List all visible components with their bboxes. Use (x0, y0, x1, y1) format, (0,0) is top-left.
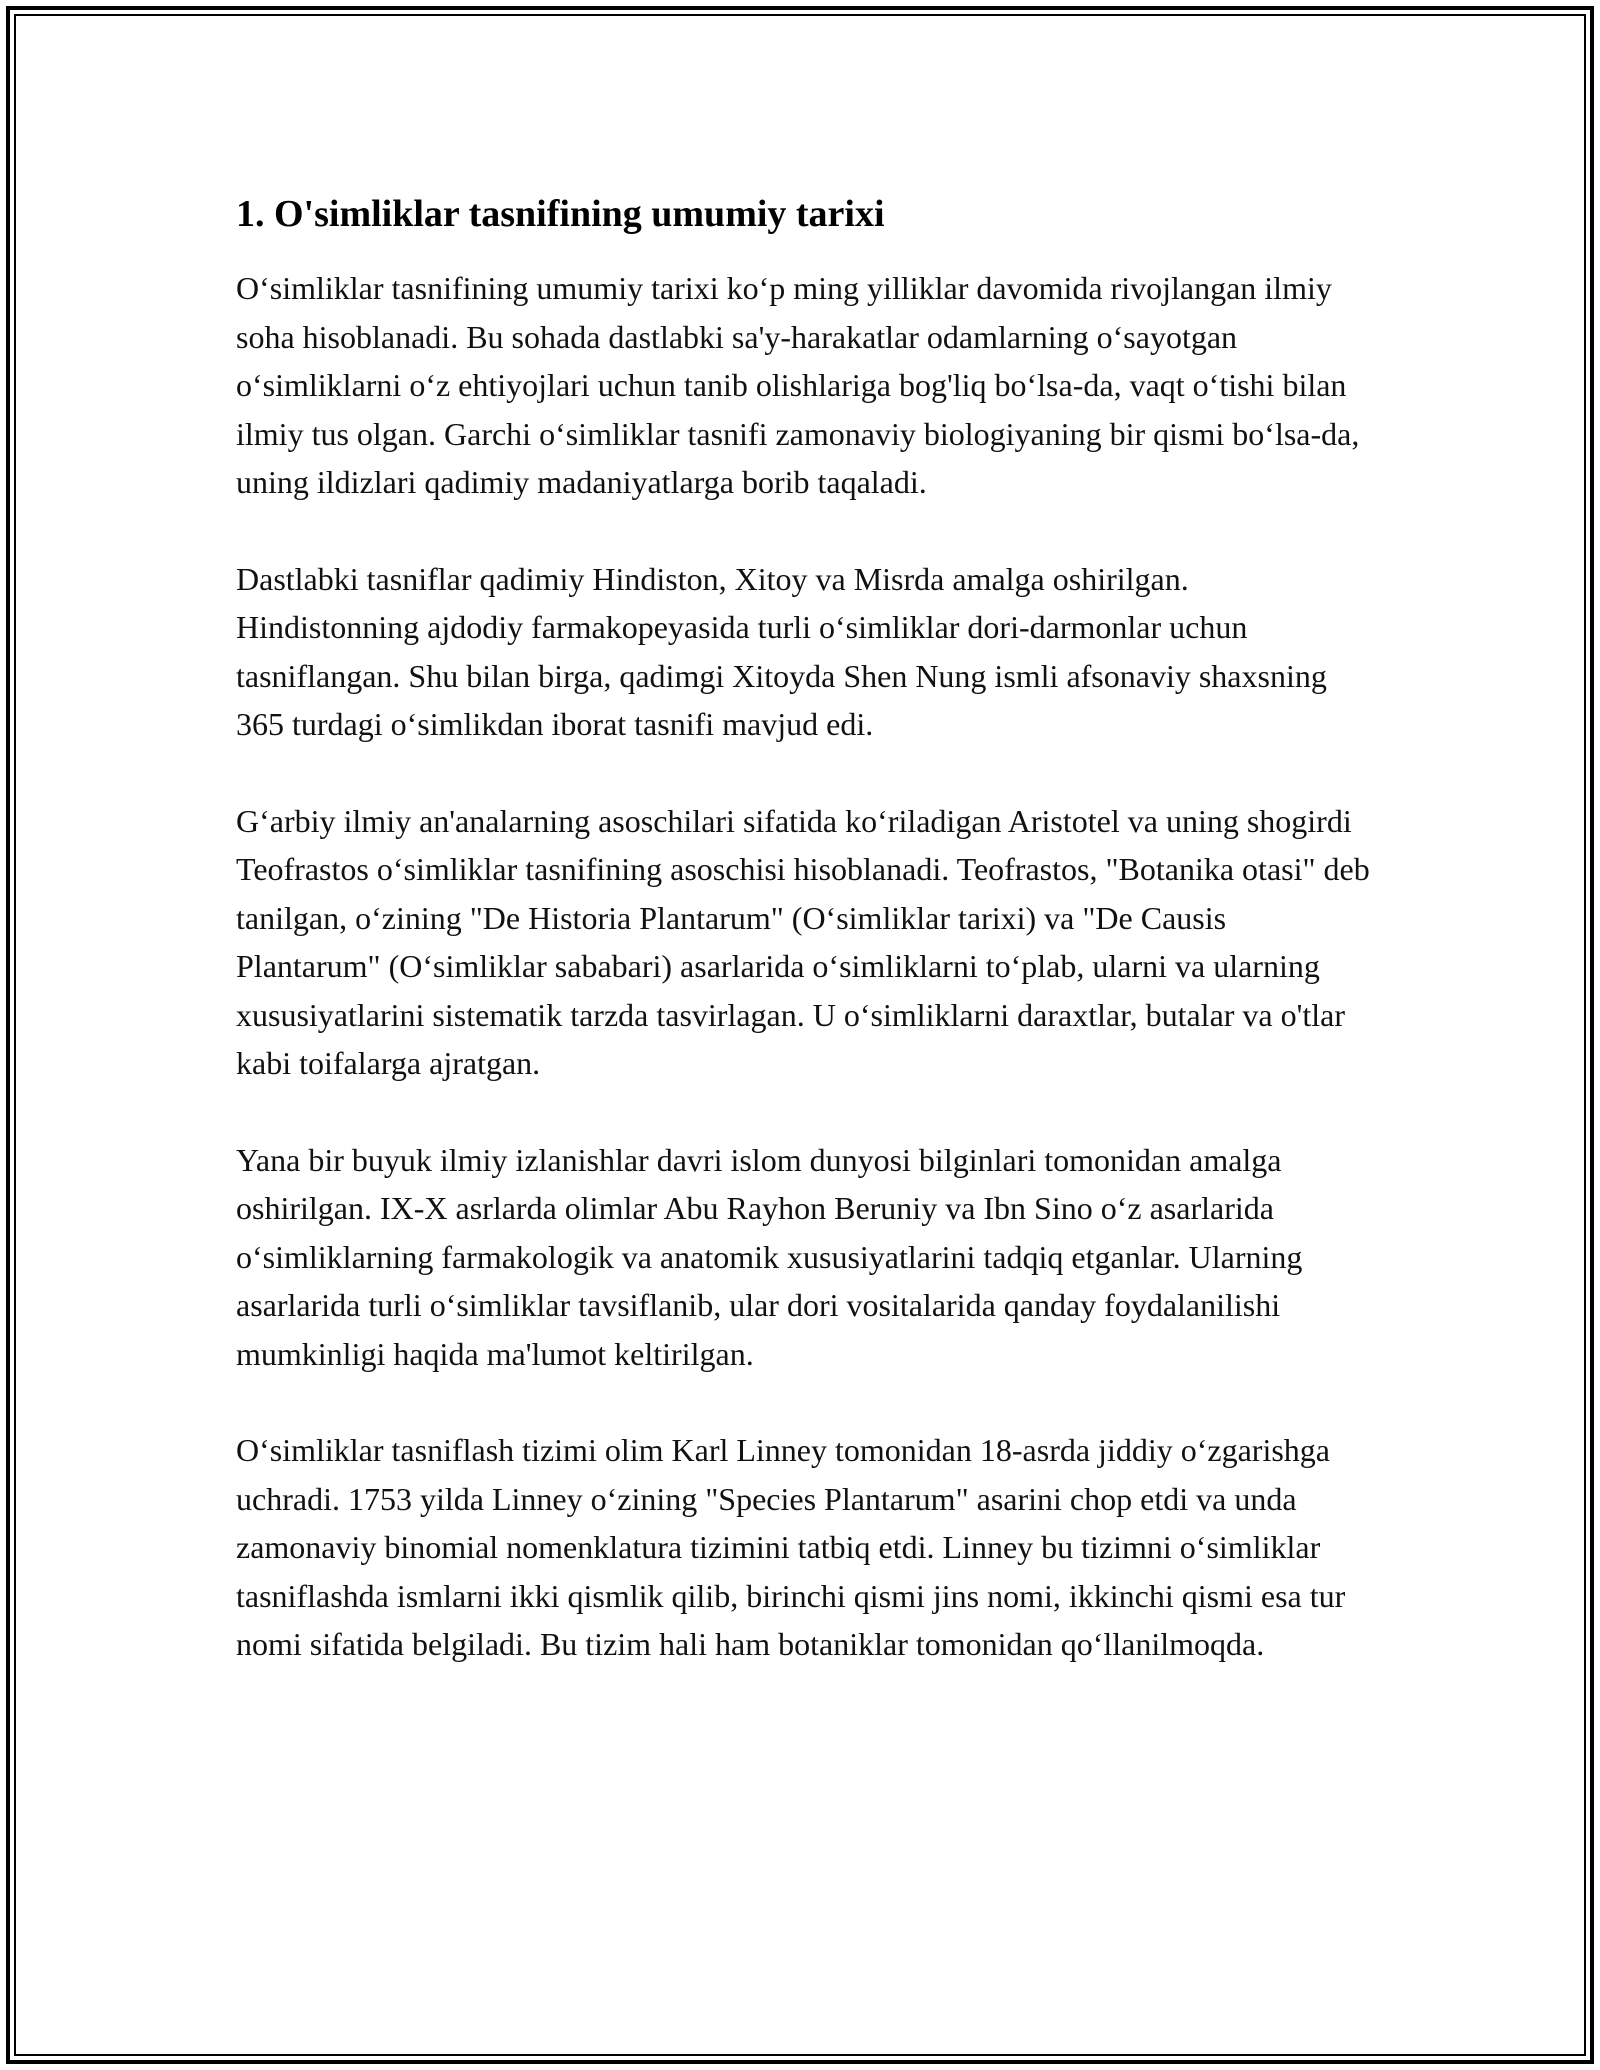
document-body (236, 186, 1376, 1717)
paragraph-4: Yana bir buyuk ilmiy izlanishlar davri islom dunyosi bilginlari tomonidan amalga oshirilgan. IX-X asrlarda olimlar Abu Rayhon Beruniy va Ibn Sino o‘z asarlarida o‘simliklarning farmakologik va anatomik xususiyatlarini tadqiq etganlar. Ularning asarlarida turli o‘simliklar tavsiflanib, ular dori vositalarida qanday foydalanilishi mumkinligi haqida ma'lumot keltirilgan. (236, 1141, 1303, 1372)
paragraph-5: O‘simliklar tasniflash tizimi olim Karl Linney tomonidan 18-asrda jiddiy o‘zgarishga uchradi. 1753 yilda Linney o‘zining "Species Plantarum" asarini chop etdi va unda zamonaviy binomial nomenklatura tizimini tatbiq etdi. Linney bu tizimni o‘simliklar tasniflashda ismlarni ikki qismlik qilib, birinchi qismi jins nomi, ikkinchi qismi esa tur nomi sifatida belgiladi. Bu tizim hali ham botaniklar tomonidan qo‘llanilmoqda. (236, 1432, 1346, 1662)
paragraph-1: O‘simliklar tasnifining umumiy tarixi ko‘p ming yilliklar davomida rivojlangan ilmiy soha hisoblanadi. Bu sohada dastlabki sa'y-harakatlar odamlarning o‘sayotgan o‘simliklarni o‘z ehtiyojlari uchun tanib olishlariga bog'liq bo‘lsa-da, vaqt o‘tishi bilan ilmiy tus olgan. Garchi o‘simliklar tasnifi zamonaviy biologiyaning bir qismi bo‘lsa-da, uning ildizlari qadimiy madaniyatlarga borib taqaladi. (236, 270, 1360, 500)
section-heading: 1. O'simliklar tasnifining umumiy tarixi (236, 193, 885, 235)
paragraph-3: G‘arbiy ilmiy an'analarning asoschilari sifatida ko‘riladigan Aristotel va uning shogirdi Teofrastos o‘simliklar tasnifining asoschisi hisoblanadi. Teofrastos, "Botanika otasi" deb tanilgan, o‘zining "De Historia Plantarum" (O‘simliklar tarixi) va "De Causis Plantarum" (O‘simliklar sababari) asarlarida o‘simliklarni to‘plab, ularni va ularning xususiyatlarini sistematik tarzda tasvirlagan. U o‘simliklarni daraxtlar, butalar va o'tlar kabi toifalarga ajratgan. (236, 802, 1370, 1081)
paragraph-2: Dastlabki tasniflar qadimiy Hindiston, Xitoy va Misrda amalga oshirilgan. Hindistonning ajdodiy farmakopeyasida turli o‘simliklar dori-darmonlar uchun tasniflangan. Shu bilan birga, qadimgi Xitoyda Shen Nung ismli afsonaviy shaxsning 365 turdagi o‘simlikdan iborat tasnifi mavjud edi. (236, 560, 1327, 742)
